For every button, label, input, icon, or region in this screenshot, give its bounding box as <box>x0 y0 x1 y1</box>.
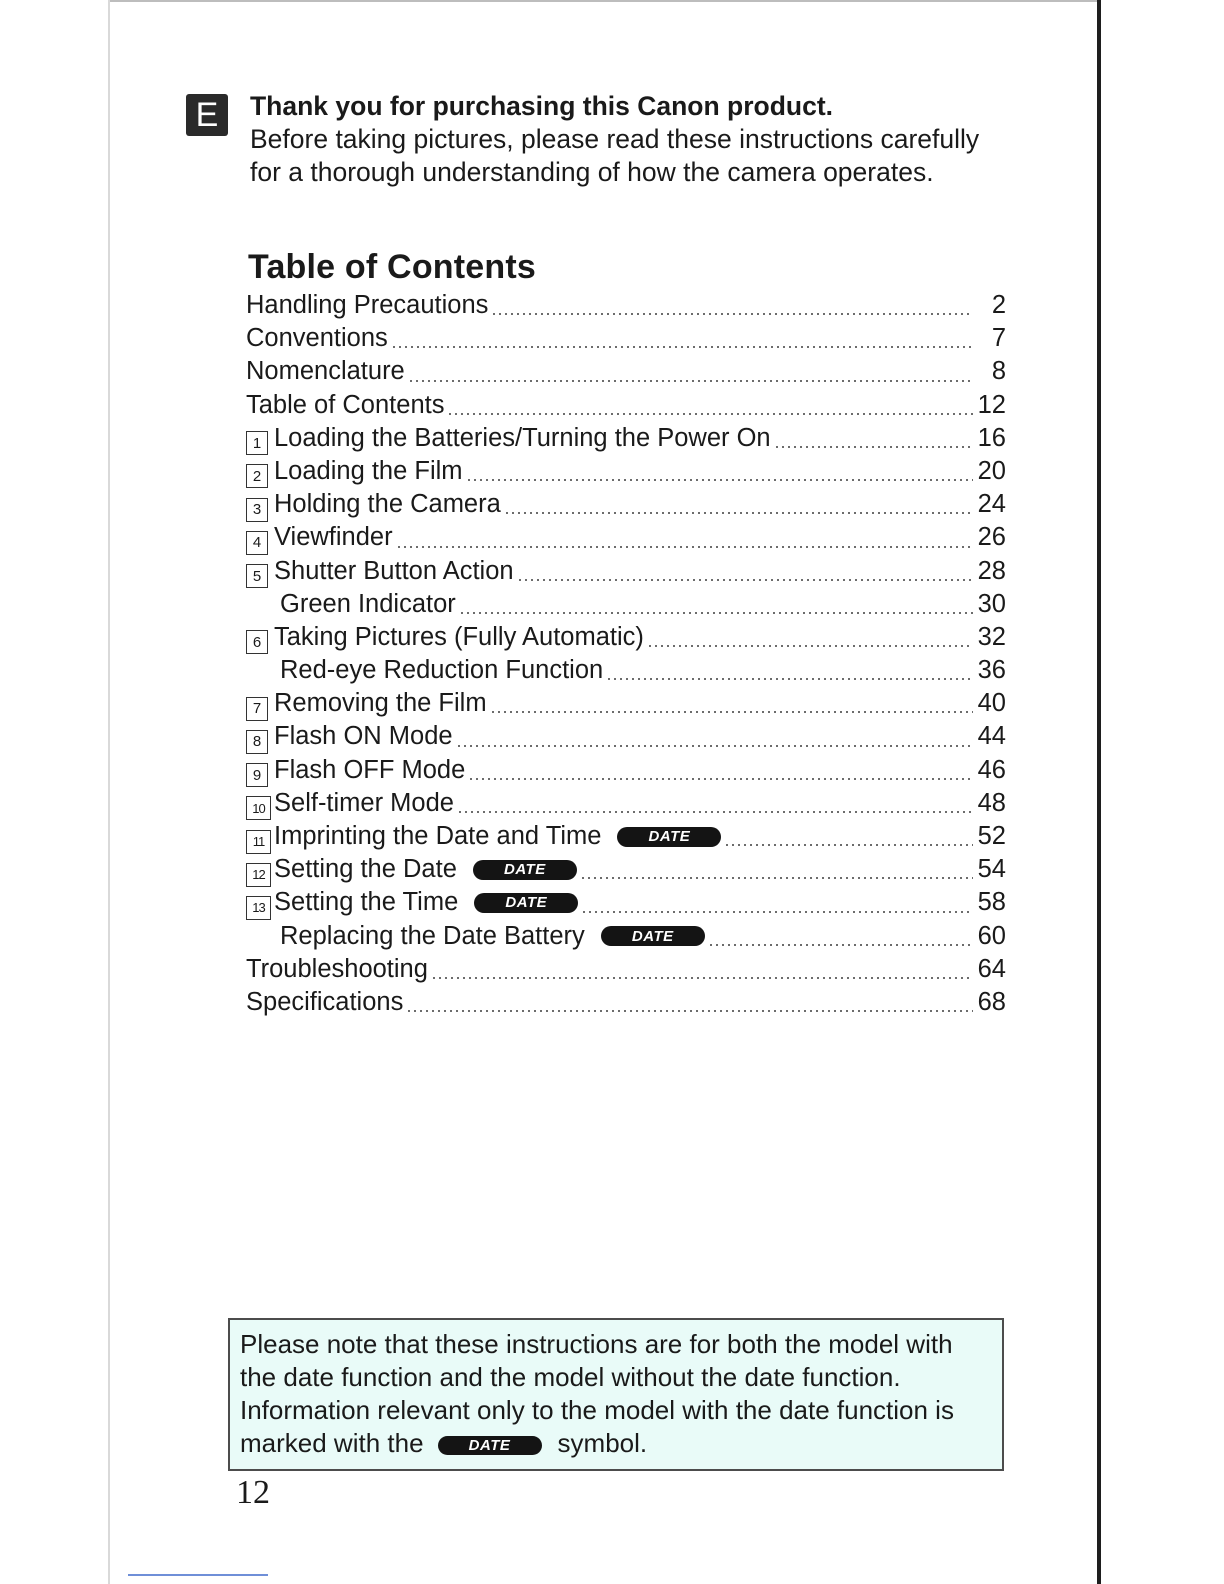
toc-page-number: 54 <box>977 855 1006 884</box>
toc-entry-label: Specifications <box>246 987 404 1016</box>
date-symbol-icon: DATE <box>601 926 705 946</box>
toc-page-number: 46 <box>977 755 1006 784</box>
chapter-number <box>246 761 274 785</box>
table-of-contents <box>246 289 1006 1019</box>
chapter-number <box>246 794 274 818</box>
toc-entry-label: Conventions <box>246 324 388 353</box>
toc-page-number: 28 <box>977 556 1006 585</box>
toc-entry-label: Handling Precautions <box>246 291 489 319</box>
page-number: 12 <box>236 1474 270 1511</box>
toc-page-number: 8 <box>991 357 1006 386</box>
chapter-number-box: 12 <box>246 863 271 887</box>
chapter-number <box>246 562 274 586</box>
toc-entry-label: Flash ON Mode <box>274 722 453 751</box>
chapter-number-box: 6 <box>246 630 268 654</box>
note-text: Please note that these instructions are for both the model with the date function and the model without the date function. Information relevant only to the model with the date function is marked with the <box>240 1329 954 1458</box>
chapter-number <box>246 429 274 453</box>
dot-leader <box>456 745 973 747</box>
toc-entry <box>246 521 1006 554</box>
chapter-number <box>246 496 274 520</box>
toc-entry-label: Nomenclature <box>246 357 405 386</box>
dot-leader <box>431 977 973 979</box>
toc-entry-label: Setting the Time <box>274 888 459 917</box>
toc-page-number: 32 <box>977 622 1006 651</box>
dot-leader <box>468 778 973 780</box>
chapter-number-box: 10 <box>246 796 271 820</box>
toc-entry <box>246 754 1006 787</box>
toc-entry <box>246 389 1006 422</box>
toc-entry <box>246 588 1006 621</box>
dot-leader <box>517 579 973 581</box>
toc-entry <box>246 422 1006 455</box>
toc-page-number: 48 <box>977 788 1006 817</box>
chapter-number-box: 1 <box>246 431 268 455</box>
toc-page-number: 58 <box>977 888 1006 917</box>
toc-entry-label: Green Indicator <box>280 589 456 618</box>
toc-page-number: 20 <box>977 456 1006 485</box>
toc-entry <box>246 621 1006 654</box>
toc-page-number: 44 <box>977 722 1006 751</box>
toc-entry-label: Viewfinder <box>274 523 393 552</box>
date-function-note <box>228 1318 1004 1471</box>
dot-leader <box>447 413 973 415</box>
toc-entry <box>246 820 1006 853</box>
toc-entry <box>246 355 1006 388</box>
chapter-number <box>246 828 274 852</box>
scan-left-edge <box>108 0 110 1584</box>
intro-section <box>250 90 1010 189</box>
toc-entry <box>246 953 1006 986</box>
chapter-number-box: 5 <box>246 564 268 588</box>
toc-entry <box>246 986 1006 1019</box>
toc-page-number: 30 <box>977 589 1006 618</box>
toc-entry-label: Imprinting the Date and Time <box>274 822 602 850</box>
dot-leader <box>581 911 973 913</box>
chapter-number-box: 9 <box>246 763 268 787</box>
toc-page-number: 24 <box>977 490 1006 519</box>
chapter-number-box: 13 <box>246 896 271 920</box>
toc-entry-label: Setting the Date <box>274 855 457 884</box>
intro-body: Before taking pictures, please read these instructions carefully for a thorough understanding of how the camera operates. <box>250 124 980 187</box>
toc-entry-label: Holding the Camera <box>274 490 501 519</box>
toc-page-number: 36 <box>977 656 1006 685</box>
chapter-number-box: 4 <box>246 531 268 555</box>
dot-leader <box>491 313 973 315</box>
toc-entry-label: Red-eye Reduction Function <box>280 656 604 685</box>
chapter-number-box: 7 <box>246 697 268 721</box>
toc-entry <box>246 289 1006 322</box>
chapter-number-box: 11 <box>246 830 271 854</box>
toc-page-number: 26 <box>977 523 1006 552</box>
dot-leader <box>647 645 973 647</box>
toc-entry <box>246 555 1006 588</box>
date-symbol-icon: DATE <box>617 827 721 847</box>
toc-page-number: 64 <box>977 954 1006 983</box>
toc-entry-label: Replacing the Date Battery <box>280 921 585 950</box>
chapter-number <box>246 695 274 719</box>
toc-entry <box>246 687 1006 720</box>
toc-entry-label: Troubleshooting <box>246 954 428 983</box>
toc-entry-label: Shutter Button Action <box>274 556 514 585</box>
date-symbol-icon: DATE <box>438 1436 542 1455</box>
dot-leader <box>774 446 973 448</box>
toc-page-number: 52 <box>977 822 1006 850</box>
dot-leader <box>580 877 973 879</box>
dot-leader <box>459 612 973 614</box>
toc-entry-label: Taking Pictures (Fully Automatic) <box>274 622 644 651</box>
toc-page-number: 12 <box>977 390 1006 419</box>
chapter-number <box>246 462 274 486</box>
date-symbol-icon: DATE <box>473 860 577 880</box>
toc-page-number: 16 <box>977 423 1006 452</box>
dot-leader <box>504 512 973 514</box>
toc-entry <box>246 787 1006 820</box>
dot-leader <box>490 711 973 713</box>
toc-entry-label: Self-timer Mode <box>274 788 454 817</box>
dot-leader <box>406 1010 973 1012</box>
toc-entry <box>246 886 1006 919</box>
scan-bottom-mark <box>128 1574 268 1576</box>
toc-entry <box>246 488 1006 521</box>
chapter-number <box>246 529 274 553</box>
toc-entry-label: Flash OFF Mode <box>274 755 466 784</box>
scan-right-edge <box>1097 0 1101 1584</box>
chapter-number-box: 2 <box>246 464 268 488</box>
toc-entry-label: Loading the Batteries/Turning the Power On <box>274 423 771 452</box>
dot-leader <box>724 844 973 846</box>
intro-title: Thank you for purchasing this Canon product. <box>250 91 834 121</box>
toc-entry <box>246 853 1006 886</box>
toc-heading: Table of Contents <box>248 248 536 286</box>
dot-leader <box>396 546 973 548</box>
chapter-number-box: 3 <box>246 498 268 522</box>
toc-entry-label: Removing the Film <box>274 689 487 718</box>
dot-leader <box>457 811 973 813</box>
toc-page-number: 60 <box>977 921 1006 950</box>
toc-entry <box>246 920 1006 953</box>
toc-page-number: 7 <box>991 324 1006 353</box>
toc-entry-label: Loading the Film <box>274 456 463 485</box>
dot-leader <box>606 678 973 680</box>
chapter-number <box>246 861 274 885</box>
language-badge: E <box>186 94 228 136</box>
date-symbol-icon: DATE <box>474 893 578 913</box>
toc-entry-label: Table of Contents <box>246 390 445 419</box>
chapter-number <box>246 628 274 652</box>
chapter-number <box>246 728 274 752</box>
dot-leader <box>708 944 973 946</box>
chapter-number <box>246 894 274 918</box>
toc-page-number: 68 <box>977 987 1006 1016</box>
note-text-end: symbol. <box>557 1428 648 1458</box>
dot-leader <box>466 479 973 481</box>
toc-page-number: 40 <box>977 689 1006 718</box>
toc-entry <box>246 654 1006 687</box>
toc-entry <box>246 322 1006 355</box>
toc-entry <box>246 720 1006 753</box>
toc-entry <box>246 455 1006 488</box>
chapter-number-box: 8 <box>246 730 268 754</box>
toc-page-number: 2 <box>991 291 1006 319</box>
scan-top-edge <box>108 0 1098 2</box>
dot-leader <box>391 346 973 348</box>
dot-leader <box>408 380 973 382</box>
